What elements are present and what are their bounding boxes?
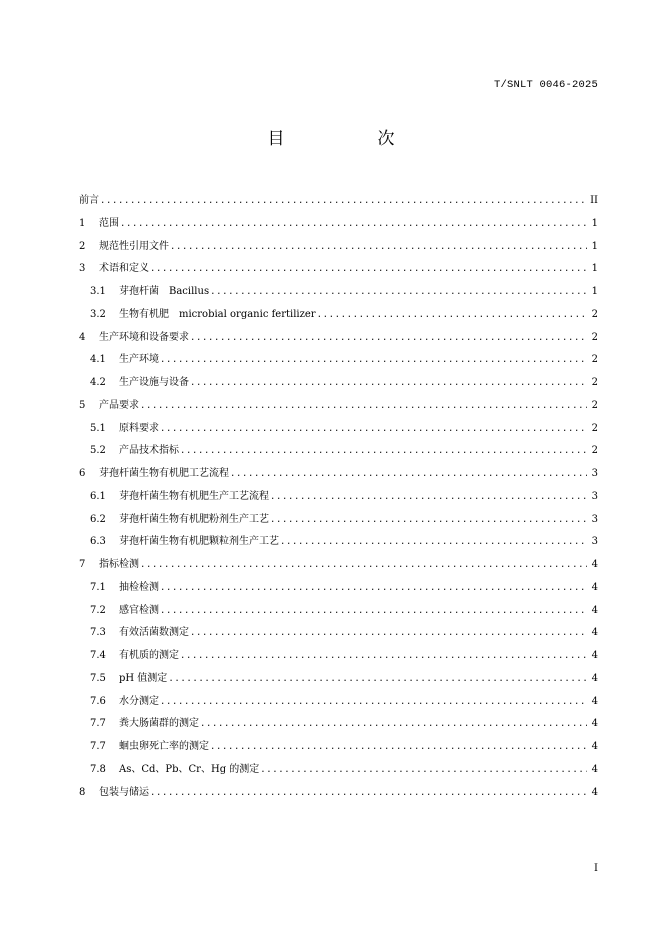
toc-entry[interactable] [79,760,598,783]
toc-entry-number: 7.3 [90,627,106,639]
toc-leader-dots [140,560,587,570]
toc-entry-page: 4 [591,559,598,570]
toc-leader-dots [140,401,587,411]
toc-entry-page: 2 [591,377,598,388]
toc-entry[interactable] [79,601,598,624]
toc-leader-dots [270,515,587,525]
toc-entry-label: 芽孢杆菌 Bacillus [119,286,210,297]
page-number: I [594,863,598,874]
toc-entry[interactable] [79,282,598,305]
toc-entry-label: 芽孢杆菌生物有机肥工艺流程 [99,468,229,479]
toc-entry-number: 7.4 [90,650,106,661]
toc-leader-dots [200,719,587,729]
toc-entry-page: 3 [591,490,598,502]
toc-leader-dots [150,788,587,798]
toc-leader-dots [230,469,587,479]
toc-leader-dots [210,287,587,297]
toc-entry-page: 4 [591,741,598,752]
toc-entry-page: 4 [591,786,598,798]
toc-entry-page: 3 [591,468,598,479]
toc-entry[interactable] [79,783,598,806]
toc-entry-page: 4 [591,650,598,661]
toc-leader-dots [160,355,587,365]
toc-entry[interactable] [79,646,598,669]
toc-entry-label: 芽孢杆菌生物有机肥生产工艺流程 [119,490,269,502]
toc-entry-label: 抽检检测 [119,581,159,593]
toc-entry-label: 粪大肠菌群的测定 [119,718,199,730]
toc-entry-label: 规范性引用文件 [99,240,169,252]
toc-entry[interactable] [79,692,598,715]
toc-entry-number: 7 [79,559,86,570]
document-code: T/SNLT 0046-2025 [493,79,598,91]
toc-entry[interactable] [79,191,598,214]
toc-entry[interactable] [79,623,598,646]
toc-entry-number: 7.7 [90,741,106,752]
toc-entry-number: 5 [79,399,86,411]
toc-leader-dots [170,242,587,252]
toc-entry[interactable] [79,669,598,692]
toc-entry-label: 前言 [79,195,99,206]
toc-entry-label: 有效活菌数测定 [119,627,189,639]
toc-entry-number: 4 [79,331,86,343]
toc-entry[interactable] [79,441,598,464]
toc-entry-label: 芽孢杆菌生物有机肥粉剂生产工艺 [119,513,269,525]
toc-entry-page: 2 [591,354,598,366]
toc-entry-label: As、Cd、Pb、Cr、Hg 的测定 [119,763,260,775]
toc-entry-number: 7.5 [90,672,106,684]
toc-entry-label: 蛔虫卵死亡率的测定 [119,741,209,752]
toc-entry-number: 6.1 [90,490,106,502]
toc-entry-label: pH 值测定 [119,672,168,684]
toc-entry-page: 3 [591,536,598,548]
table-of-contents [79,191,598,805]
toc-entry-number: 3 [79,263,86,275]
toc-leader-dots [160,697,587,707]
toc-entry-number: 2 [79,240,86,252]
toc-entry-page: 2 [591,308,598,320]
toc-entry-page: 2 [591,331,598,343]
toc-leader-dots [190,333,587,343]
toc-entry-label: 生产环境 [119,354,159,366]
toc-entry-number: 4.2 [90,377,106,388]
toc-entry-label: 生物有机肥 microbial organic fertilizer [119,308,316,320]
toc-entry-number: 3.2 [90,308,106,320]
toc-entry[interactable] [79,259,598,282]
toc-entry-page: 2 [591,399,598,411]
toc-leader-dots [160,583,587,593]
toc-entry-label: 范围 [99,217,119,229]
toc-entry-label: 产品技术指标 [119,445,179,457]
toc-entry[interactable] [79,714,598,737]
toc-entry-number: 7.7 [90,718,106,730]
page-title: 目 次 [267,129,433,149]
toc-entry[interactable] [79,373,598,396]
toc-entry-page: 4 [591,627,598,639]
toc-leader-dots [160,424,587,434]
toc-entry-page: 4 [591,718,598,730]
toc-leader-dots [168,674,587,684]
toc-entry-label: 有机质的测定 [119,650,179,661]
toc-leader-dots [100,196,587,206]
toc-leader-dots [280,537,587,547]
toc-leader-dots [190,378,587,388]
toc-entry[interactable] [79,737,598,760]
toc-entry-page: 1 [591,217,598,229]
toc-entry[interactable] [79,487,598,510]
toc-entry-page: 1 [591,240,598,252]
toc-entry-label: 术语和定义 [99,263,149,275]
toc-entry-page: 4 [591,672,598,684]
toc-entry-page: 3 [591,513,598,525]
toc-entry-page: 1 [591,286,598,297]
toc-entry-label: 指标检测 [99,559,139,570]
toc-entry-label: 生产设施与设备 [119,377,189,388]
toc-entry-label: 芽孢杆菌生物有机肥颗粒剂生产工艺 [119,536,279,548]
toc-entry-page: 4 [591,604,598,616]
toc-leader-dots [120,219,587,229]
toc-entry-label: 包装与储运 [99,786,149,798]
toc-entry-label: 产品要求 [99,399,139,411]
toc-entry-number: 7.2 [90,604,106,616]
toc-entry-number: 7.8 [90,763,106,775]
toc-entry-number: 4.1 [90,354,106,366]
toc-entry-page: 4 [591,581,598,593]
toc-entry-page: 2 [591,422,598,434]
toc-leader-dots [150,264,587,274]
toc-entry-page: 1 [591,263,598,275]
toc-leader-dots [190,628,587,638]
toc-entry-number: 5.2 [90,445,106,457]
toc-entry-page: 2 [591,445,598,457]
toc-entry-page: 4 [591,763,598,775]
toc-entry[interactable] [79,350,598,373]
toc-entry[interactable] [79,419,598,442]
toc-entry[interactable] [79,396,598,419]
toc-entry[interactable] [79,214,598,237]
toc-entry[interactable] [79,305,598,328]
toc-entry-number: 7.6 [90,695,106,707]
toc-entry-number: 1 [79,217,86,229]
toc-entry-number: 6.3 [90,536,106,548]
toc-leader-dots [180,446,587,456]
toc-leader-dots [210,742,587,752]
toc-entry-number: 8 [79,786,86,798]
toc-entry[interactable] [79,555,598,578]
toc-entry-page: II [590,195,598,206]
toc-entry-number: 6 [79,468,86,479]
toc-entry[interactable] [79,328,598,351]
toc-entry-page: 4 [591,695,598,707]
toc-leader-dots [180,651,587,661]
toc-entry-label: 原料要求 [119,422,159,434]
toc-entry[interactable] [79,510,598,533]
toc-entry-label: 感官检测 [119,604,159,616]
toc-entry[interactable] [79,237,598,260]
toc-leader-dots [160,606,587,616]
toc-entry[interactable] [79,578,598,601]
toc-entry[interactable] [79,532,598,555]
toc-leader-dots [317,310,587,320]
toc-entry-label: 生产环境和设备要求 [99,331,189,343]
toc-entry[interactable] [79,464,598,487]
toc-entry-number: 5.1 [90,422,106,434]
toc-entry-number: 3.1 [90,286,106,297]
toc-entry-number: 6.2 [90,513,106,525]
toc-entry-label: 水分测定 [119,695,159,707]
toc-leader-dots [260,765,587,775]
toc-leader-dots [270,492,587,502]
toc-entry-number: 7.1 [90,581,106,593]
